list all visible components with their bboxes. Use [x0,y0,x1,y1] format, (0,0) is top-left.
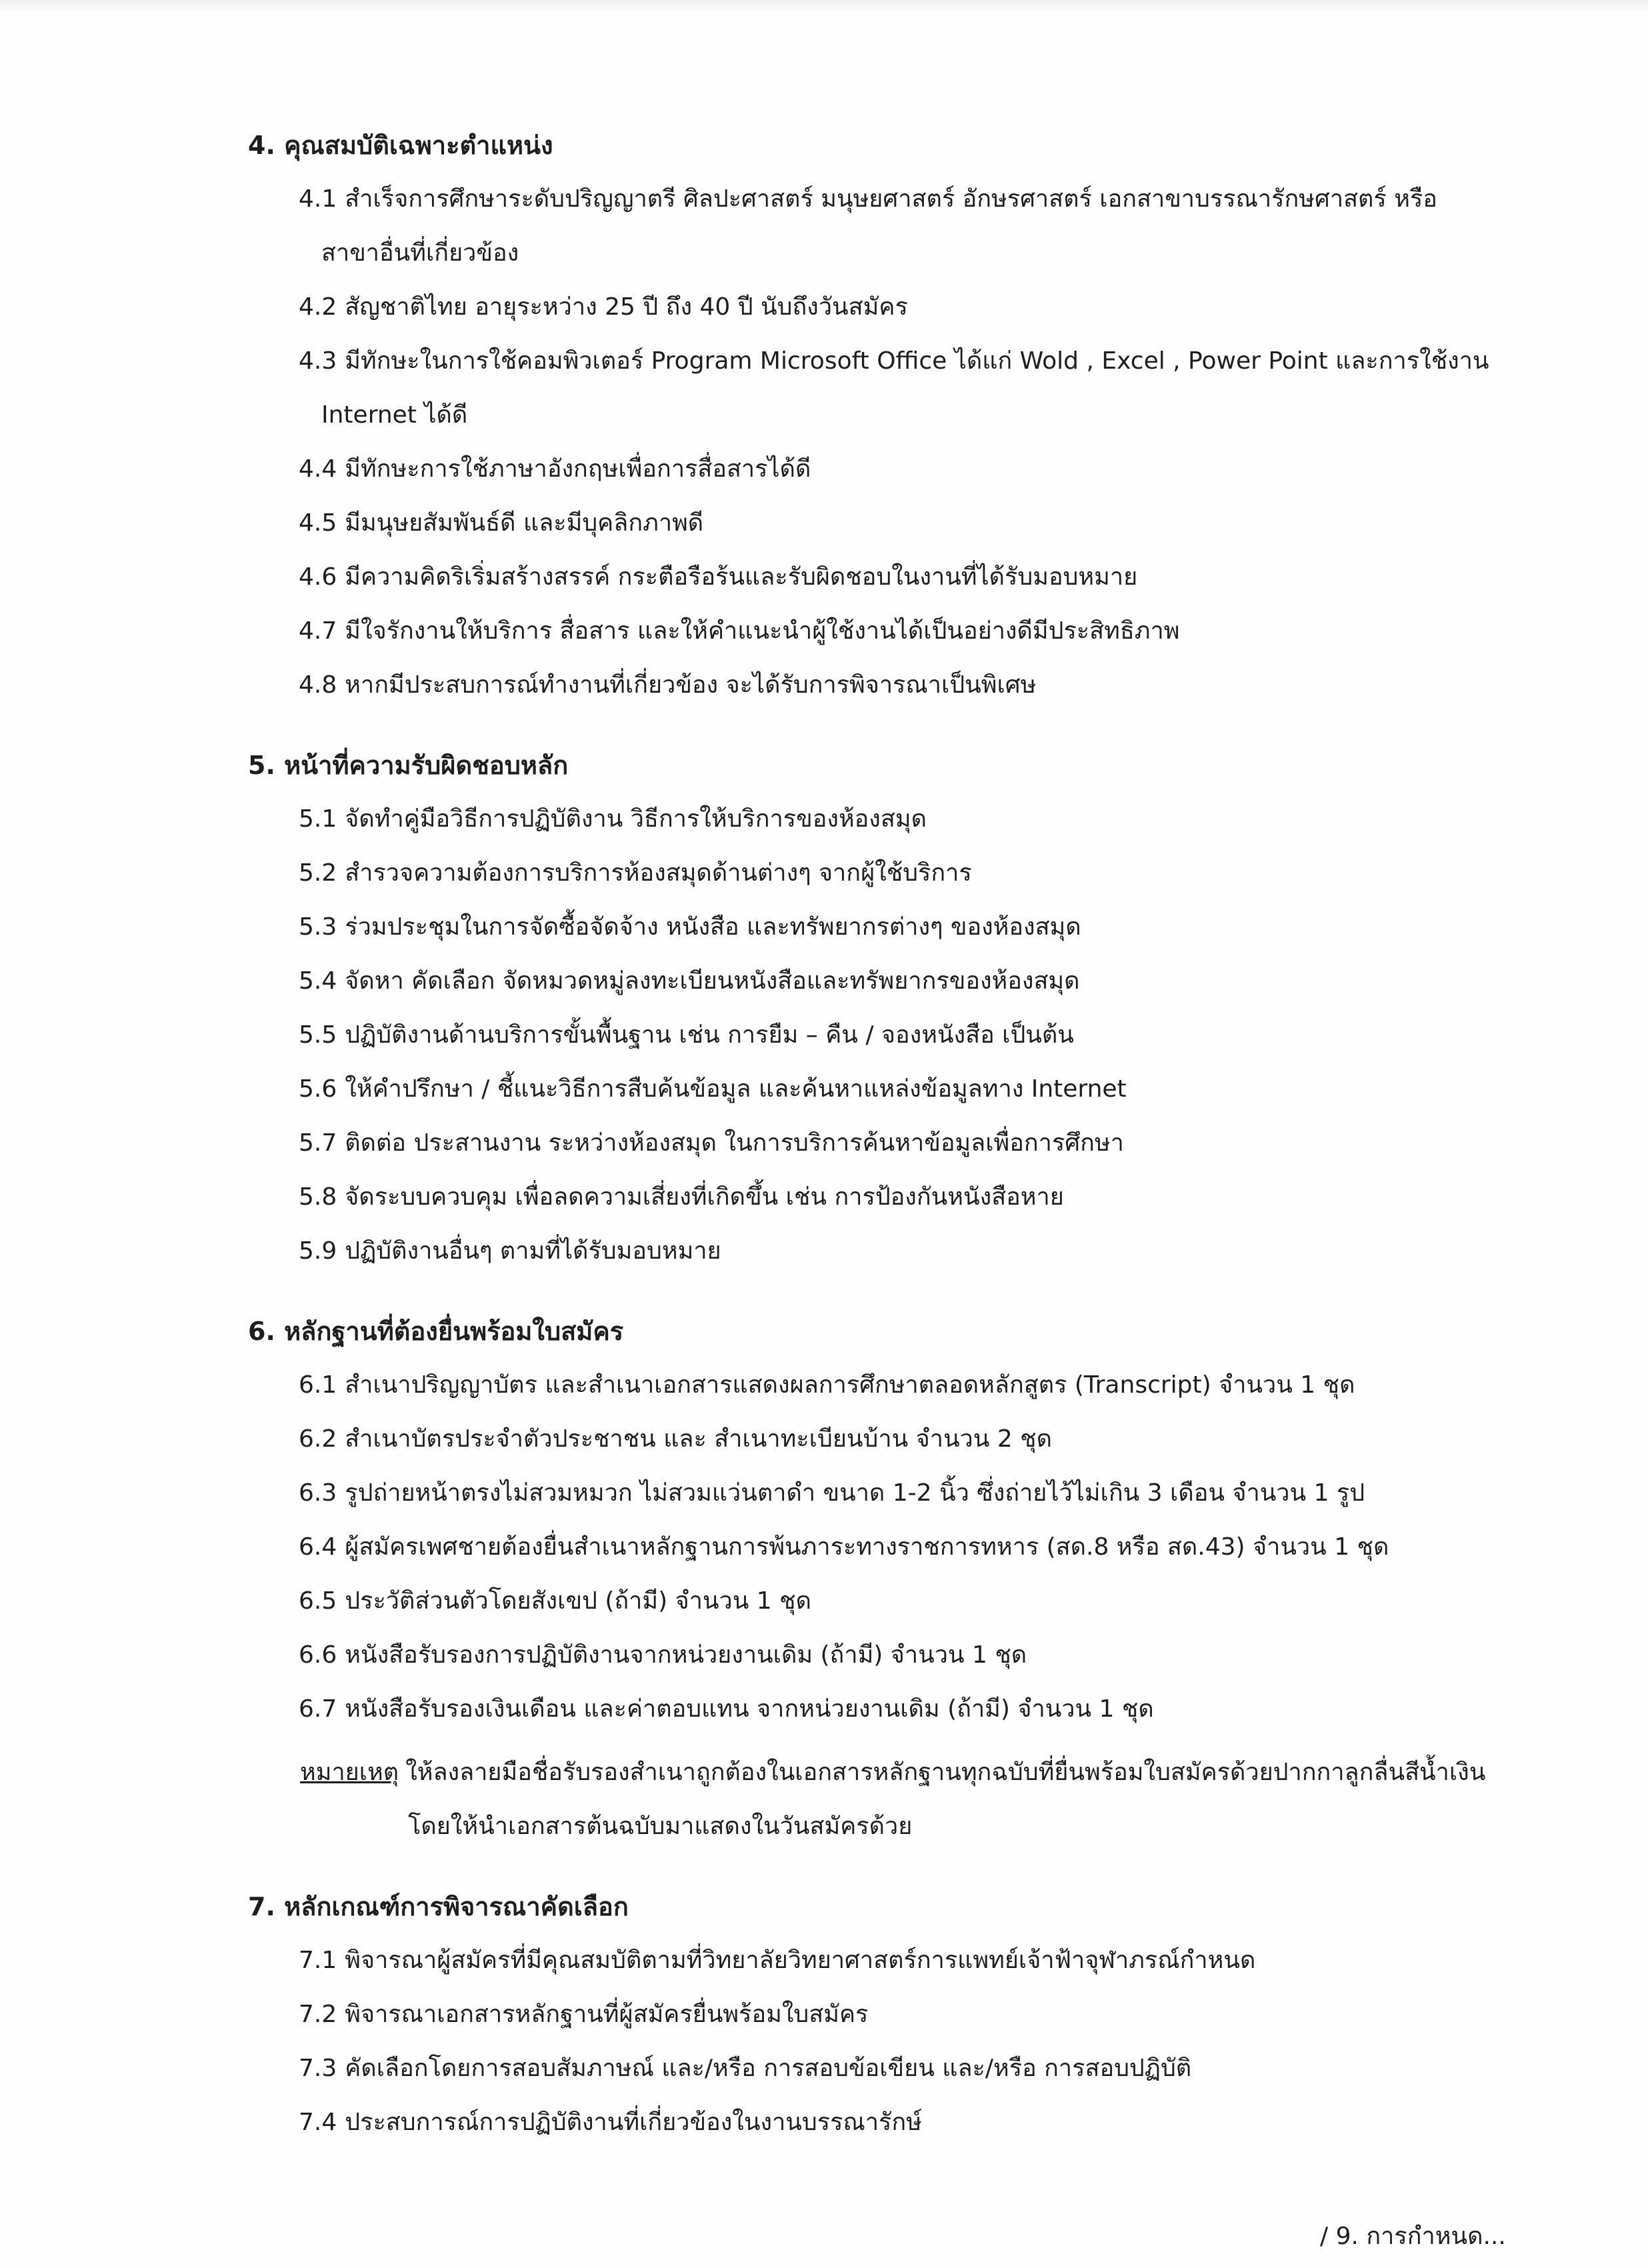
item-number: 7.2 [299,2001,337,2028]
remark-text-continued: โดยให้นำเอกสารต้นฉบับมาแสดงในวันสมัครด้วย [408,1813,913,1840]
list-item [299,1412,1492,1466]
item-text: จัดทำคู่มือวิธีการปฏิบัติงาน วิธีการให้บริการของห้องสมุด [345,805,927,833]
item-number: 7.4 [299,2109,337,2136]
item-number: 5.8 [299,1183,337,1211]
list-item [299,604,1492,658]
item-text: สัญชาติไทย อายุระหว่าง 25 ปี ถึง 40 ปี นับถึงวันสมัคร [345,293,908,321]
item-number: 4.2 [299,293,337,321]
list-item [299,334,1492,442]
list-item [299,1987,1492,2041]
item-text: ปฏิบัติงานด้านบริการขั้นพื้นฐาน เช่น การยืม – คืน / จองหนังสือ เป็นต้น [345,1021,1074,1049]
list-item [299,1574,1492,1628]
item-text: มีทักษะการใช้ภาษาอังกฤษเพื่อการสื่อสารได้ดี [345,455,811,483]
remark-note [300,1745,1648,1853]
scan-edge [0,0,1648,12]
item-number: 6.5 [299,1587,337,1615]
item-text: สำเนาบัตรประจำตัวประชาชน และ สำเนาทะเบียนบ้าน จำนวน 2 ชุด [345,1425,1052,1453]
list-item [299,900,1492,954]
item-number: 5.6 [299,1075,337,1103]
section-heading: 5. หน้าที่ความรับผิดชอบหลัก [248,751,569,780]
section-selection-criteria [0,1880,1648,2149]
document-content [0,119,1648,2149]
section-required-documents [0,1305,1648,1853]
item-number: 5.3 [299,913,337,941]
item-text: หนังสือรับรองเงินเดือน และค่าตอบแทน จากหน่วยงานเดิม (ถ้ามี) จำนวน 1 ชุด [345,1695,1154,1723]
list-item [299,2041,1492,2095]
remark-label: หมายเหตุ [300,1759,399,1786]
item-text: ร่วมประชุมในการจัดซื้อจัดจ้าง หนังสือ และทรัพยากรต่างๆ ของห้องสมุด [345,913,1081,941]
section-heading: 6. หลักฐานที่ต้องยื่นพร้อมใบสมัคร [248,1317,624,1346]
section-gap [0,712,1648,739]
section-heading: 7. หลักเกณฑ์การพิจารณาคัดเลือก [248,1892,629,1921]
item-number: 6.7 [299,1695,337,1723]
list-item [299,172,1492,280]
item-text: ปฏิบัติงานอื่นๆ ตามที่ได้รับมอบหมาย [345,1237,721,1265]
list-item [299,1520,1492,1574]
item-text: ติดต่อ ประสานงาน ระหว่างห้องสมุด ในการบริการค้นหาข้อมูลเพื่อการศึกษา [345,1129,1124,1157]
item-text: พิจารณาเอกสารหลักฐานที่ผู้สมัครยื่นพร้อมใบสมัคร [345,2001,869,2028]
item-text: หากมีประสบการณ์ทำงานที่เกี่ยวข้อง จะได้รับการพิจารณาเป็นพิเศษ [345,671,1037,699]
item-number: 5.2 [299,859,337,887]
list-item [299,1224,1492,1278]
list-item [299,658,1492,712]
item-number: 7.1 [299,1947,337,1974]
item-number: 4.8 [299,671,337,699]
item-text: มีทักษะในการใช้คอมพิวเตอร์ Program Microsoft Office ได้แก่ Wold , Excel , Power Point และการใช้งาน [345,347,1489,375]
section-qualifications [0,119,1648,712]
list-item [299,846,1492,900]
item-text: จัดระบบควบคุม เพื่อลดความเสี่ยงที่เกิดขึ้น เช่น การป้องกันหนังสือหาย [345,1183,1064,1211]
section-gap [0,1853,1648,1880]
item-text-continued: Internet ได้ดี [321,401,468,429]
list-item [299,954,1492,1008]
item-number: 5.1 [299,805,337,833]
list-item [299,550,1492,604]
item-text: ให้คำปรึกษา / ชี้แนะวิธีการสืบค้นข้อมูล และค้นหาแหล่งข้อมูลทาง Internet [345,1075,1127,1103]
item-text: สำเร็จการศึกษาระดับปริญญาตรี ศิลปะศาสตร์ มนุษยศาสตร์ อักษรศาสตร์ เอกสาขาบรรณารักษศาสตร์ หรือ [345,185,1437,213]
list-item [299,1062,1492,1116]
item-number: 6.4 [299,1533,337,1561]
item-number: 4.1 [299,185,337,213]
item-text: สำรวจความต้องการบริการห้องสมุดด้านต่างๆ จากผู้ใช้บริการ [345,859,972,887]
list-item [299,1628,1492,1682]
item-text: คัดเลือกโดยการสอบสัมภาษณ์ และ/หรือ การสอบข้อเขียน และ/หรือ การสอบปฏิบัติ [345,2055,1192,2082]
list-item [299,1170,1492,1224]
list-item [299,1682,1492,1736]
item-text: มีความคิดริเริ่มสร้างสรรค์ กระตือรือร้นและรับผิดชอบในงานที่ได้รับมอบหมาย [345,563,1138,591]
item-number: 6.2 [299,1425,337,1453]
item-number: 6.6 [299,1641,337,1669]
list-item [299,442,1492,496]
item-text: จัดหา คัดเลือก จัดหมวดหมู่ลงทะเบียนหนังสือและทรัพยากรของห้องสมุด [345,967,1080,995]
item-number: 4.6 [299,563,337,591]
item-text: สำเนาปริญญาบัตร และสำเนาเอกสารแสดงผลการศึกษาตลอดหลักสูตร (Transcript) จำนวน 1 ชุด [345,1371,1355,1399]
item-text: มีใจรักงานให้บริการ สื่อสาร และให้คำแนะนำผู้ใช้งานได้เป็นอย่างดีมีประสิทธิภาพ [345,617,1180,645]
item-text: รูปถ่ายหน้าตรงไม่สวมหมวก ไม่สวมแว่นตาดำ ขนาด 1-2 นิ้ว ซึ่งถ่ายไว้ไม่เกิน 3 เดือน จำนวน 1 รูป [345,1479,1365,1507]
item-number: 4.4 [299,455,337,483]
list-item [299,1466,1492,1520]
list-item [299,792,1492,846]
section-gap [0,1278,1648,1305]
list-item [299,496,1492,550]
remark-text: ให้ลงลายมือชื่อรับรองสำเนาถูกต้องในเอกสารหลักฐานทุกฉบับที่ยื่นพร้อมใบสมัครด้วยปากกาลูกลื่นสีน้ำเงิน [405,1759,1486,1786]
list-item [299,1933,1492,1987]
list-item [299,1358,1492,1412]
list-item [299,280,1492,334]
item-number: 6.3 [299,1479,337,1507]
item-text: หนังสือรับรองการปฏิบัติงานจากหน่วยงานเดิม (ถ้ามี) จำนวน 1 ชุด [345,1641,1027,1669]
page-continuation-footer: / 9. การกำหนด... [1320,2223,1506,2250]
list-item [299,2095,1492,2149]
section-responsibilities [0,739,1648,1278]
item-number: 7.3 [299,2055,337,2082]
item-number: 4.5 [299,509,337,537]
item-number: 5.7 [299,1129,337,1157]
list-item [299,1116,1492,1170]
item-text: ผู้สมัครเพศชายต้องยื่นสำเนาหลักฐานการพ้นภาระทางราชการทหาร (สด.8 หรือ สด.43) จำนวน 1 ชุด [345,1533,1389,1561]
item-number: 4.3 [299,347,337,375]
item-number: 5.5 [299,1021,337,1049]
list-item [299,1008,1492,1062]
item-number: 5.4 [299,967,337,995]
item-number: 6.1 [299,1371,337,1399]
item-text-continued: สาขาอื่นที่เกี่ยวข้อง [321,239,519,267]
item-text: ประสบการณ์การปฏิบัติงานที่เกี่ยวข้องในงานบรรณารักษ์ [345,2109,922,2136]
item-number: 5.9 [299,1237,337,1265]
item-text: ประวัติส่วนตัวโดยสังเขป (ถ้ามี) จำนวน 1 ชุด [345,1587,811,1615]
item-text: พิจารณาผู้สมัครที่มีคุณสมบัติตามที่วิทยาลัยวิทยาศาสตร์การแพทย์เจ้าฟ้าจุฬาภรณ์กำหนด [345,1947,1256,1974]
section-heading: 4. คุณสมบัติเฉพาะตำแหน่ง [248,131,553,160]
item-text: มีมนุษยสัมพันธ์ดี และมีบุคลิกภาพดี [345,509,704,537]
item-number: 4.7 [299,617,337,645]
